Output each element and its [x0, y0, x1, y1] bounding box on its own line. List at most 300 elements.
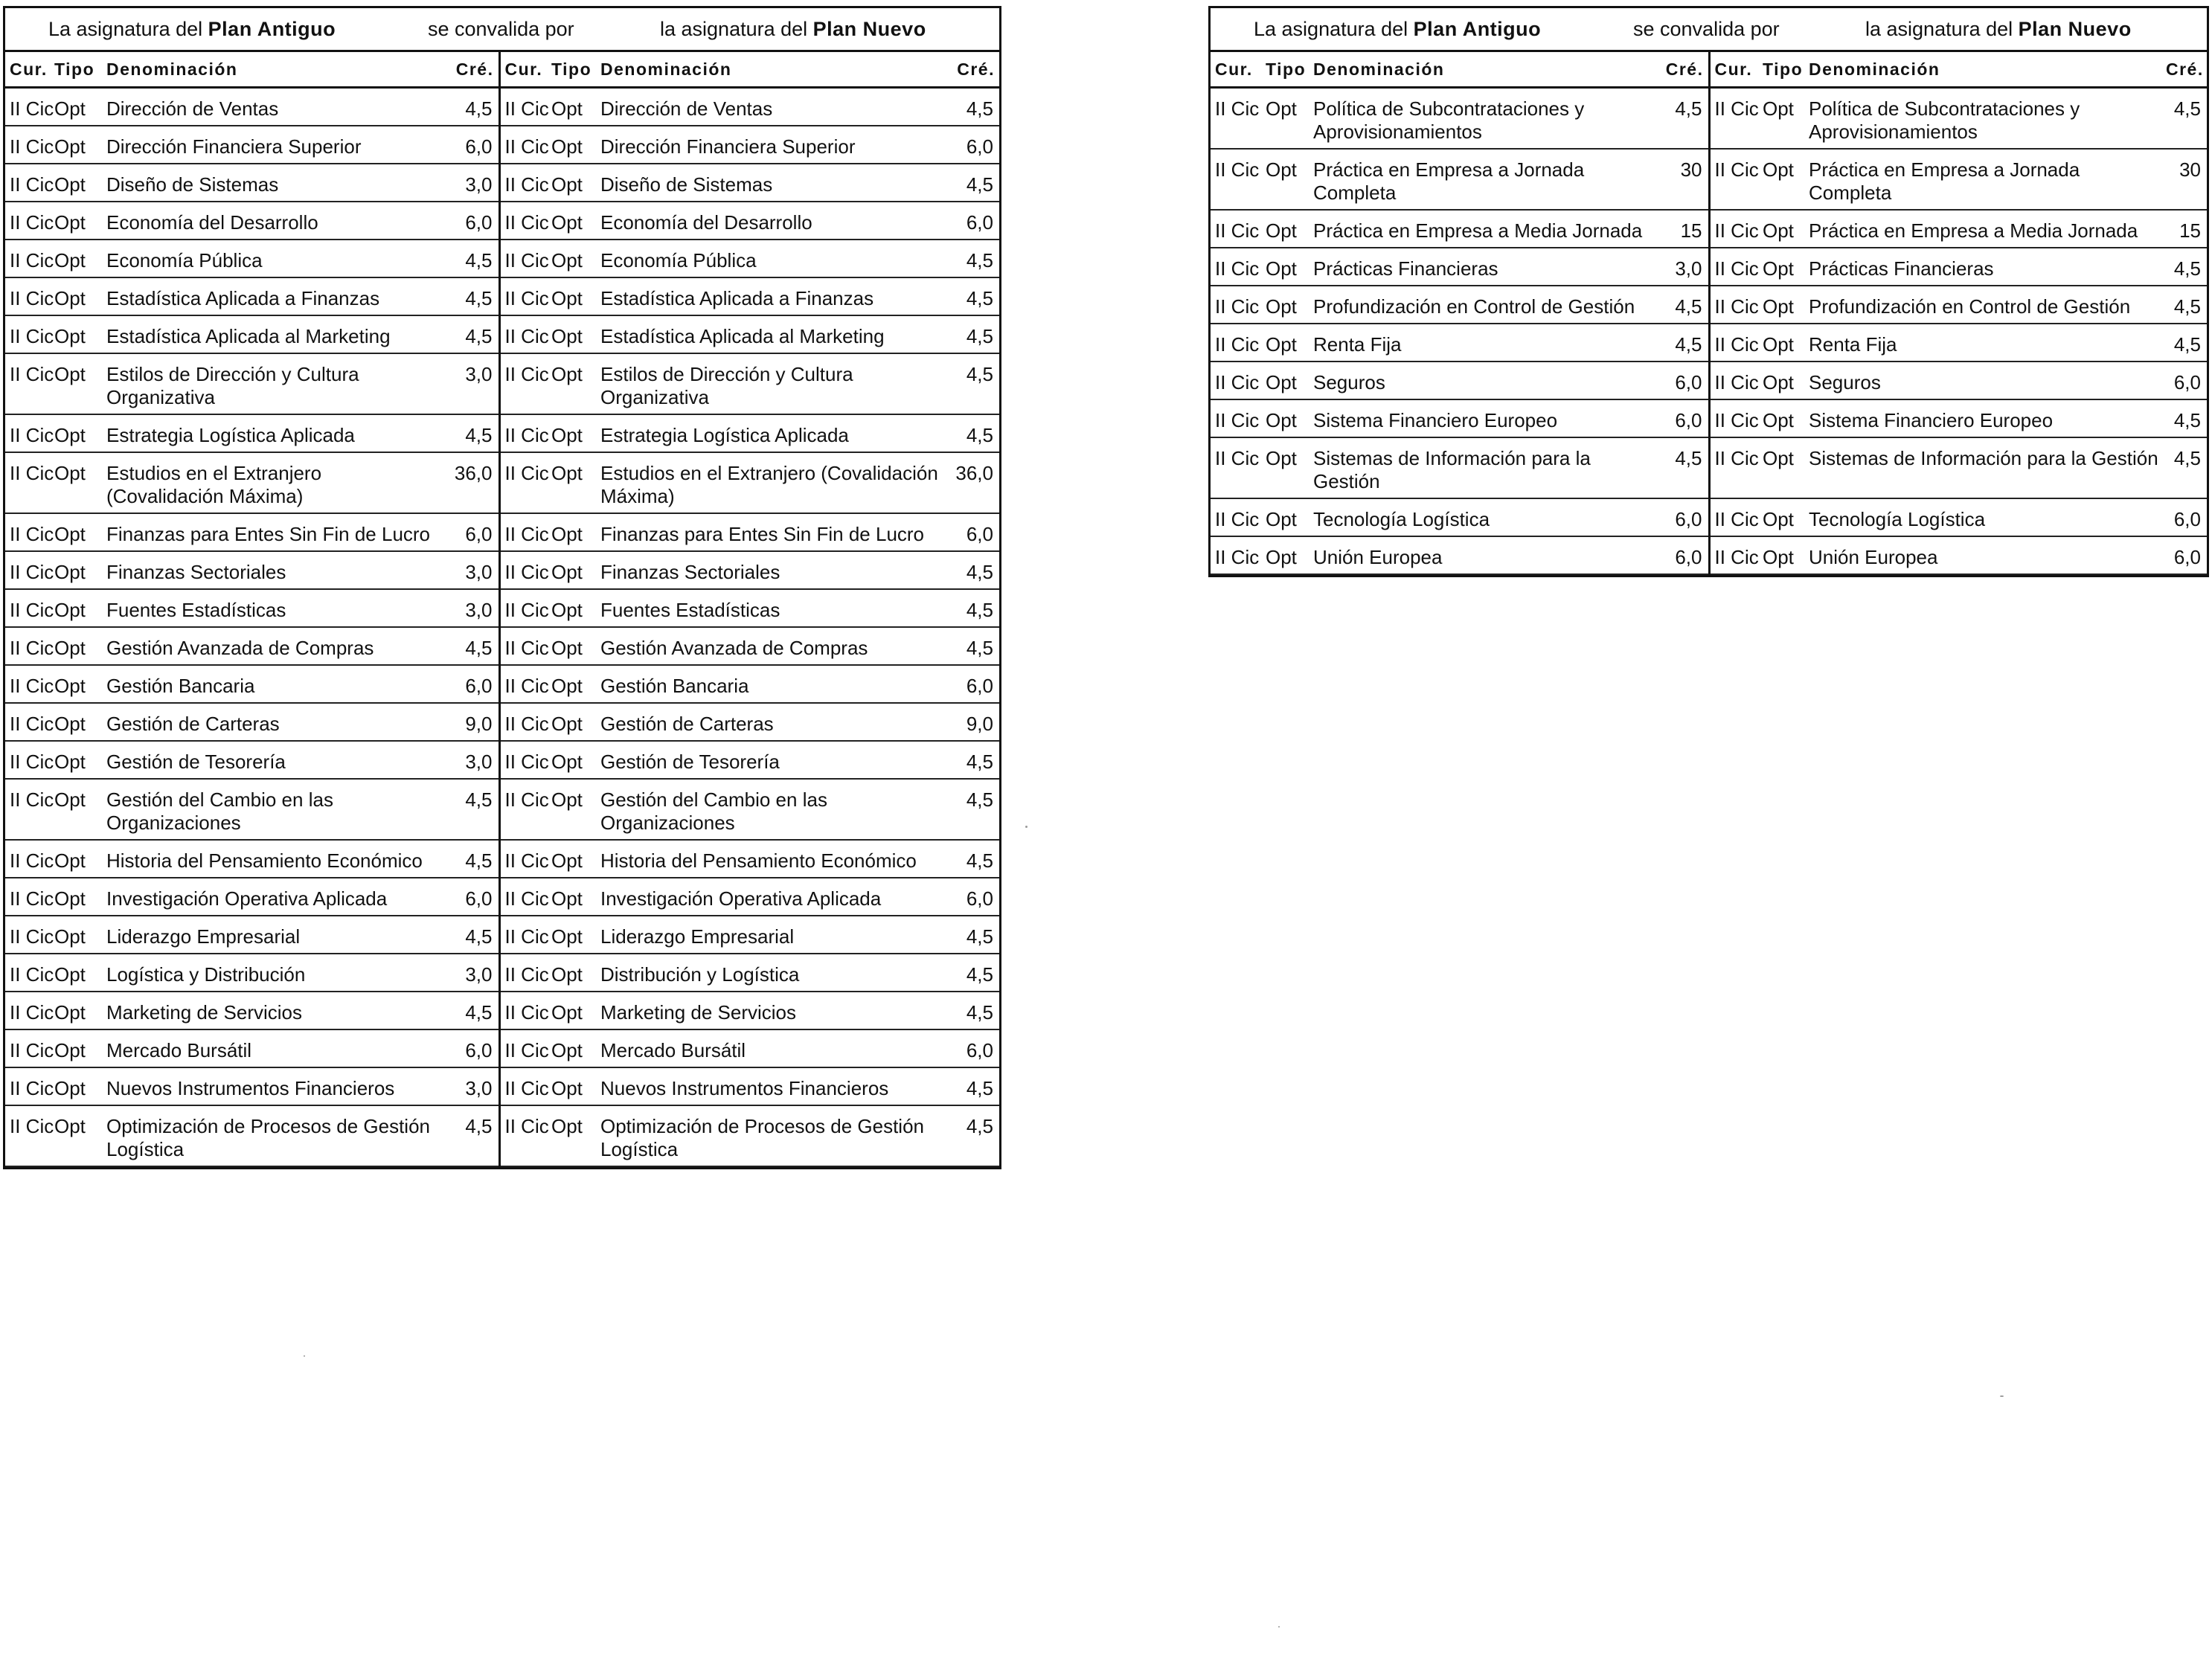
- new-denominacion-cell: Finanzas Sectoriales: [600, 551, 953, 589]
- table-row: [5, 164, 999, 202]
- old-creditos-cell: 6,0: [438, 878, 499, 916]
- old-cur-cell: II Cic: [5, 878, 54, 916]
- col-header-tipo: Tipo: [1763, 52, 1809, 88]
- table-row: [5, 202, 999, 240]
- new-creditos-cell: 30: [2166, 149, 2207, 210]
- new-creditos-cell: 4,5: [2166, 437, 2207, 498]
- new-tipo-cell: Opt: [551, 779, 600, 840]
- new-creditos-cell: 6,0: [953, 126, 999, 164]
- new-denominacion-cell: Mercado Bursátil: [600, 1029, 953, 1067]
- new-creditos-cell: 4,5: [953, 589, 999, 627]
- old-creditos-cell: 3,0: [438, 164, 499, 202]
- new-denominacion-cell: Prácticas Financieras: [1809, 248, 2166, 286]
- new-creditos-cell: 4,5: [953, 916, 999, 954]
- old-creditos-cell: 4,5: [1663, 88, 1709, 150]
- new-cur-cell: II Cic: [499, 452, 551, 513]
- new-cur-cell: II Cic: [499, 992, 551, 1029]
- old-tipo-cell: Opt: [54, 954, 106, 992]
- new-cur-cell: II Cic: [1709, 498, 1763, 536]
- title-plan-antiguo: La asignatura del Plan Antiguo: [48, 17, 336, 40]
- table-row: [5, 315, 999, 353]
- new-denominacion-cell: Estilos de Dirección y Cultura Organizativa: [600, 353, 953, 414]
- table-row: [5, 703, 999, 741]
- new-tipo-cell: Opt: [1763, 437, 1809, 498]
- old-denominacion-cell: Política de Subcontrataciones y Aprovisionamientos: [1313, 88, 1663, 150]
- new-tipo-cell: Opt: [551, 88, 600, 126]
- new-denominacion-cell: Práctica en Empresa a Jornada Completa: [1809, 149, 2166, 210]
- new-cur-cell: II Cic: [1709, 362, 1763, 399]
- new-cur-cell: II Cic: [1709, 324, 1763, 362]
- table-row: [1211, 536, 2207, 574]
- old-denominacion-cell: Dirección Financiera Superior: [106, 126, 438, 164]
- scan-speck: [2000, 1395, 2004, 1397]
- old-tipo-cell: Opt: [1266, 399, 1313, 437]
- new-tipo-cell: Opt: [551, 878, 600, 916]
- new-tipo-cell: Opt: [1763, 88, 1809, 150]
- old-tipo-cell: Opt: [1266, 498, 1313, 536]
- col-header-cur: Cur.: [1211, 52, 1266, 88]
- old-cur-cell: II Cic: [5, 513, 54, 551]
- new-denominacion-cell: Estrategia Logística Aplicada: [600, 414, 953, 452]
- old-tipo-cell: Opt: [54, 353, 106, 414]
- old-denominacion-cell: Dirección de Ventas: [106, 88, 438, 126]
- new-cur-cell: II Cic: [499, 741, 551, 779]
- table-row: [1211, 498, 2207, 536]
- old-tipo-cell: Opt: [54, 126, 106, 164]
- old-cur-cell: II Cic: [5, 315, 54, 353]
- old-cur-cell: II Cic: [1211, 399, 1266, 437]
- col-header-cre: Cré.: [2166, 52, 2207, 88]
- old-tipo-cell: Opt: [54, 277, 106, 315]
- old-creditos-cell: 15: [1663, 210, 1709, 248]
- new-creditos-cell: 4,5: [953, 277, 999, 315]
- new-creditos-cell: 6,0: [953, 665, 999, 703]
- old-denominacion-cell: Estilos de Dirección y Cultura Organizativa: [106, 353, 438, 414]
- new-denominacion-cell: Dirección de Ventas: [600, 88, 953, 126]
- new-creditos-cell: 4,5: [953, 315, 999, 353]
- old-denominacion-cell: Unión Europea: [1313, 536, 1663, 574]
- new-denominacion-cell: Fuentes Estadísticas: [600, 589, 953, 627]
- new-creditos-cell: 6,0: [953, 878, 999, 916]
- left-convalidation-table: [3, 6, 1001, 1169]
- old-denominacion-cell: Gestión de Carteras: [106, 703, 438, 741]
- old-tipo-cell: Opt: [54, 88, 106, 126]
- old-tipo-cell: Opt: [1266, 210, 1313, 248]
- old-denominacion-cell: Práctica en Empresa a Jornada Completa: [1313, 149, 1663, 210]
- old-denominacion-cell: Práctica en Empresa a Media Jornada: [1313, 210, 1663, 248]
- new-creditos-cell: 4,5: [2166, 324, 2207, 362]
- convalidation-grid: [5, 52, 999, 1167]
- old-creditos-cell: 6,0: [1663, 399, 1709, 437]
- table-title-row: [1211, 8, 2207, 52]
- old-creditos-cell: 3,0: [438, 353, 499, 414]
- new-denominacion-cell: Gestión de Carteras: [600, 703, 953, 741]
- new-denominacion-cell: Marketing de Servicios: [600, 992, 953, 1029]
- new-cur-cell: II Cic: [499, 315, 551, 353]
- new-tipo-cell: Opt: [551, 277, 600, 315]
- new-cur-cell: II Cic: [1709, 210, 1763, 248]
- old-tipo-cell: Opt: [54, 589, 106, 627]
- new-creditos-cell: 9,0: [953, 703, 999, 741]
- old-creditos-cell: 3,0: [438, 741, 499, 779]
- new-tipo-cell: Opt: [551, 627, 600, 665]
- new-denominacion-cell: Gestión Avanzada de Compras: [600, 627, 953, 665]
- right-convalidation-table: [1208, 6, 2209, 577]
- table-row: [1211, 149, 2207, 210]
- old-cur-cell: II Cic: [5, 840, 54, 878]
- title-plan-nuevo: la asignatura del Plan Nuevo: [1865, 17, 2132, 40]
- old-tipo-cell: Opt: [54, 741, 106, 779]
- table-row: [5, 741, 999, 779]
- new-cur-cell: II Cic: [499, 126, 551, 164]
- title-convalida: se convalida por: [428, 17, 574, 40]
- new-creditos-cell: 4,5: [2166, 286, 2207, 324]
- old-denominacion-cell: Optimización de Procesos de Gestión Logística: [106, 1105, 438, 1166]
- old-tipo-cell: Opt: [1266, 248, 1313, 286]
- new-tipo-cell: Opt: [551, 703, 600, 741]
- new-cur-cell: II Cic: [499, 840, 551, 878]
- old-cur-cell: II Cic: [1211, 286, 1266, 324]
- table-row: [5, 1067, 999, 1105]
- new-cur-cell: II Cic: [499, 202, 551, 240]
- new-tipo-cell: Opt: [551, 202, 600, 240]
- new-denominacion-cell: Política de Subcontrataciones y Aprovisionamientos: [1809, 88, 2166, 150]
- old-denominacion-cell: Gestión de Tesorería: [106, 741, 438, 779]
- title-plan-nuevo: la asignatura del Plan Nuevo: [660, 17, 926, 40]
- table-row: [5, 88, 999, 126]
- old-creditos-cell: 6,0: [438, 1029, 499, 1067]
- old-creditos-cell: 4,5: [438, 315, 499, 353]
- old-tipo-cell: Opt: [54, 240, 106, 277]
- new-cur-cell: II Cic: [499, 277, 551, 315]
- old-cur-cell: II Cic: [5, 240, 54, 277]
- old-creditos-cell: 6,0: [1663, 362, 1709, 399]
- old-denominacion-cell: Renta Fija: [1313, 324, 1663, 362]
- table-row: [1211, 210, 2207, 248]
- table-row: [1211, 362, 2207, 399]
- old-tipo-cell: Opt: [54, 703, 106, 741]
- old-creditos-cell: 4,5: [438, 627, 499, 665]
- old-tipo-cell: Opt: [54, 840, 106, 878]
- old-denominacion-cell: Mercado Bursátil: [106, 1029, 438, 1067]
- old-creditos-cell: 4,5: [438, 277, 499, 315]
- new-creditos-cell: 4,5: [2166, 248, 2207, 286]
- new-denominacion-cell: Diseño de Sistemas: [600, 164, 953, 202]
- old-denominacion-cell: Estadística Aplicada a Finanzas: [106, 277, 438, 315]
- table-row: [5, 452, 999, 513]
- old-tipo-cell: Opt: [54, 452, 106, 513]
- old-cur-cell: II Cic: [1211, 362, 1266, 399]
- new-creditos-cell: 36,0: [953, 452, 999, 513]
- new-denominacion-cell: Seguros: [1809, 362, 2166, 399]
- new-tipo-cell: Opt: [1763, 498, 1809, 536]
- new-creditos-cell: 6,0: [953, 202, 999, 240]
- scan-speck: [1278, 1626, 1280, 1628]
- old-cur-cell: II Cic: [1211, 248, 1266, 286]
- new-tipo-cell: Opt: [551, 1067, 600, 1105]
- col-header-cre: Cré.: [438, 52, 499, 88]
- right-table-body: [1211, 88, 2207, 575]
- old-denominacion-cell: Marketing de Servicios: [106, 992, 438, 1029]
- old-tipo-cell: Opt: [54, 315, 106, 353]
- new-creditos-cell: 4,5: [953, 741, 999, 779]
- old-cur-cell: II Cic: [5, 665, 54, 703]
- table-row: [1211, 286, 2207, 324]
- old-cur-cell: II Cic: [1211, 498, 1266, 536]
- table-row: [1211, 324, 2207, 362]
- old-tipo-cell: Opt: [1266, 149, 1313, 210]
- new-creditos-cell: 6,0: [953, 1029, 999, 1067]
- old-denominacion-cell: Estudios en el Extranjero (Covalidación Máxima): [106, 452, 438, 513]
- old-cur-cell: II Cic: [5, 627, 54, 665]
- col-header-cur: Cur.: [499, 52, 551, 88]
- col-header-tipo: Tipo: [54, 52, 106, 88]
- new-tipo-cell: Opt: [1763, 324, 1809, 362]
- old-cur-cell: II Cic: [5, 992, 54, 1029]
- new-creditos-cell: 15: [2166, 210, 2207, 248]
- new-tipo-cell: Opt: [551, 164, 600, 202]
- new-cur-cell: II Cic: [499, 954, 551, 992]
- old-tipo-cell: Opt: [1266, 362, 1313, 399]
- table-row: [1211, 437, 2207, 498]
- new-denominacion-cell: Práctica en Empresa a Media Jornada: [1809, 210, 2166, 248]
- new-tipo-cell: Opt: [1763, 210, 1809, 248]
- new-creditos-cell: 4,5: [2166, 399, 2207, 437]
- new-tipo-cell: Opt: [551, 840, 600, 878]
- new-cur-cell: II Cic: [1709, 286, 1763, 324]
- new-creditos-cell: 4,5: [953, 779, 999, 840]
- old-creditos-cell: 4,5: [438, 240, 499, 277]
- new-cur-cell: II Cic: [1709, 149, 1763, 210]
- table-row: [5, 551, 999, 589]
- new-tipo-cell: Opt: [551, 665, 600, 703]
- new-cur-cell: II Cic: [499, 1105, 551, 1166]
- old-denominacion-cell: Finanzas Sectoriales: [106, 551, 438, 589]
- new-cur-cell: II Cic: [499, 1067, 551, 1105]
- col-header-cur: Cur.: [5, 52, 54, 88]
- old-cur-cell: II Cic: [5, 1029, 54, 1067]
- old-denominacion-cell: Economía del Desarrollo: [106, 202, 438, 240]
- old-cur-cell: II Cic: [5, 353, 54, 414]
- old-creditos-cell: 4,5: [438, 88, 499, 126]
- old-cur-cell: II Cic: [1211, 536, 1266, 574]
- old-tipo-cell: Opt: [54, 551, 106, 589]
- old-creditos-cell: 4,5: [1663, 324, 1709, 362]
- new-creditos-cell: 4,5: [953, 88, 999, 126]
- old-tipo-cell: Opt: [54, 916, 106, 954]
- old-denominacion-cell: Liderazgo Empresarial: [106, 916, 438, 954]
- new-denominacion-cell: Liderazgo Empresarial: [600, 916, 953, 954]
- new-tipo-cell: Opt: [551, 1105, 600, 1166]
- table-row: [5, 240, 999, 277]
- table-row: [5, 126, 999, 164]
- new-cur-cell: II Cic: [499, 513, 551, 551]
- old-tipo-cell: Opt: [54, 1067, 106, 1105]
- new-tipo-cell: Opt: [1763, 286, 1809, 324]
- new-cur-cell: II Cic: [499, 627, 551, 665]
- old-tipo-cell: Opt: [54, 779, 106, 840]
- new-denominacion-cell: Distribución y Logística: [600, 954, 953, 992]
- old-creditos-cell: 3,0: [438, 551, 499, 589]
- old-tipo-cell: Opt: [54, 1105, 106, 1166]
- new-tipo-cell: Opt: [551, 126, 600, 164]
- col-header-denominacion: Denominación: [106, 52, 438, 88]
- new-denominacion-cell: Economía del Desarrollo: [600, 202, 953, 240]
- old-creditos-cell: 3,0: [438, 954, 499, 992]
- old-creditos-cell: 6,0: [438, 665, 499, 703]
- old-cur-cell: II Cic: [5, 88, 54, 126]
- new-cur-cell: II Cic: [499, 665, 551, 703]
- new-cur-cell: II Cic: [1709, 88, 1763, 150]
- old-cur-cell: II Cic: [5, 916, 54, 954]
- col-header-cre: Cré.: [953, 52, 999, 88]
- old-cur-cell: II Cic: [5, 589, 54, 627]
- new-creditos-cell: 4,5: [953, 240, 999, 277]
- left-table-body: [5, 88, 999, 1167]
- new-creditos-cell: 6,0: [953, 513, 999, 551]
- new-cur-cell: II Cic: [499, 164, 551, 202]
- old-denominacion-cell: Nuevos Instrumentos Financieros: [106, 1067, 438, 1105]
- convalidation-grid: [1211, 52, 2207, 575]
- new-tipo-cell: Opt: [551, 315, 600, 353]
- old-cur-cell: II Cic: [1211, 88, 1266, 150]
- new-denominacion-cell: Sistema Financiero Europeo: [1809, 399, 2166, 437]
- table-row: [5, 353, 999, 414]
- new-tipo-cell: Opt: [551, 1029, 600, 1067]
- new-creditos-cell: 4,5: [953, 414, 999, 452]
- title-convalida: se convalida por: [1633, 17, 1780, 40]
- column-header-row: [5, 52, 999, 88]
- new-cur-cell: II Cic: [499, 414, 551, 452]
- new-cur-cell: II Cic: [1709, 437, 1763, 498]
- new-cur-cell: II Cic: [499, 240, 551, 277]
- new-denominacion-cell: Sistemas de Información para la Gestión: [1809, 437, 2166, 498]
- new-tipo-cell: Opt: [551, 741, 600, 779]
- old-creditos-cell: 36,0: [438, 452, 499, 513]
- new-denominacion-cell: Renta Fija: [1809, 324, 2166, 362]
- old-denominacion-cell: Gestión del Cambio en las Organizaciones: [106, 779, 438, 840]
- new-creditos-cell: 4,5: [953, 840, 999, 878]
- table-row: [1211, 88, 2207, 150]
- table-row: [1211, 399, 2207, 437]
- new-creditos-cell: 4,5: [953, 1105, 999, 1166]
- new-denominacion-cell: Gestión del Cambio en las Organizaciones: [600, 779, 953, 840]
- new-creditos-cell: 4,5: [2166, 88, 2207, 150]
- old-tipo-cell: Opt: [54, 627, 106, 665]
- new-cur-cell: II Cic: [499, 551, 551, 589]
- table-row: [5, 513, 999, 551]
- table-row: [5, 1029, 999, 1067]
- old-cur-cell: II Cic: [5, 779, 54, 840]
- old-cur-cell: II Cic: [1211, 210, 1266, 248]
- new-denominacion-cell: Gestión Bancaria: [600, 665, 953, 703]
- old-cur-cell: II Cic: [5, 1067, 54, 1105]
- old-tipo-cell: Opt: [1266, 437, 1313, 498]
- table-row: [5, 665, 999, 703]
- old-creditos-cell: 6,0: [438, 126, 499, 164]
- new-denominacion-cell: Unión Europea: [1809, 536, 2166, 574]
- new-denominacion-cell: Historia del Pensamiento Económico: [600, 840, 953, 878]
- old-creditos-cell: 3,0: [1663, 248, 1709, 286]
- old-tipo-cell: Opt: [1266, 88, 1313, 150]
- old-creditos-cell: 4,5: [438, 992, 499, 1029]
- old-creditos-cell: 4,5: [438, 414, 499, 452]
- column-header-row: [1211, 52, 2207, 88]
- col-header-tipo: Tipo: [551, 52, 600, 88]
- old-creditos-cell: 4,5: [438, 779, 499, 840]
- old-denominacion-cell: Gestión Bancaria: [106, 665, 438, 703]
- old-creditos-cell: 4,5: [1663, 286, 1709, 324]
- new-denominacion-cell: Dirección Financiera Superior: [600, 126, 953, 164]
- new-tipo-cell: Opt: [1763, 536, 1809, 574]
- new-tipo-cell: Opt: [1763, 399, 1809, 437]
- new-tipo-cell: Opt: [551, 353, 600, 414]
- scan-speck: [1025, 826, 1028, 828]
- old-denominacion-cell: Gestión Avanzada de Compras: [106, 627, 438, 665]
- new-denominacion-cell: Estadística Aplicada a Finanzas: [600, 277, 953, 315]
- old-denominacion-cell: Prácticas Financieras: [1313, 248, 1663, 286]
- old-tipo-cell: Opt: [54, 414, 106, 452]
- col-header-cur: Cur.: [1709, 52, 1763, 88]
- new-tipo-cell: Opt: [551, 992, 600, 1029]
- table-row: [5, 916, 999, 954]
- old-denominacion-cell: Logística y Distribución: [106, 954, 438, 992]
- new-creditos-cell: 6,0: [2166, 362, 2207, 399]
- table-row: [5, 589, 999, 627]
- new-creditos-cell: 6,0: [2166, 498, 2207, 536]
- new-creditos-cell: 4,5: [953, 954, 999, 992]
- old-creditos-cell: 30: [1663, 149, 1709, 210]
- old-denominacion-cell: Seguros: [1313, 362, 1663, 399]
- new-creditos-cell: 4,5: [953, 164, 999, 202]
- new-tipo-cell: Opt: [551, 414, 600, 452]
- new-creditos-cell: 4,5: [953, 1067, 999, 1105]
- old-tipo-cell: Opt: [54, 202, 106, 240]
- old-creditos-cell: 4,5: [438, 916, 499, 954]
- new-creditos-cell: 4,5: [953, 551, 999, 589]
- old-tipo-cell: Opt: [54, 164, 106, 202]
- old-cur-cell: II Cic: [5, 452, 54, 513]
- new-cur-cell: II Cic: [499, 88, 551, 126]
- new-tipo-cell: Opt: [551, 589, 600, 627]
- old-cur-cell: II Cic: [1211, 324, 1266, 362]
- title-plan-antiguo: La asignatura del Plan Antiguo: [1254, 17, 1542, 40]
- old-creditos-cell: 6,0: [1663, 536, 1709, 574]
- table-row: [5, 954, 999, 992]
- old-tipo-cell: Opt: [1266, 324, 1313, 362]
- new-tipo-cell: Opt: [551, 240, 600, 277]
- old-creditos-cell: 4,5: [1663, 437, 1709, 498]
- old-tipo-cell: Opt: [54, 665, 106, 703]
- table-row: [5, 779, 999, 840]
- old-cur-cell: II Cic: [1211, 149, 1266, 210]
- old-cur-cell: II Cic: [5, 954, 54, 992]
- table-row: [5, 840, 999, 878]
- old-cur-cell: II Cic: [5, 126, 54, 164]
- table-row: [5, 992, 999, 1029]
- old-cur-cell: II Cic: [5, 703, 54, 741]
- old-creditos-cell: 6,0: [438, 202, 499, 240]
- new-denominacion-cell: Estudios en el Extranjero (Covalidación Máxima): [600, 452, 953, 513]
- old-denominacion-cell: Estrategia Logística Aplicada: [106, 414, 438, 452]
- old-cur-cell: II Cic: [5, 277, 54, 315]
- old-denominacion-cell: Fuentes Estadísticas: [106, 589, 438, 627]
- new-denominacion-cell: Nuevos Instrumentos Financieros: [600, 1067, 953, 1105]
- new-denominacion-cell: Gestión de Tesorería: [600, 741, 953, 779]
- col-header-denominacion: Denominación: [1809, 52, 2166, 88]
- old-creditos-cell: 9,0: [438, 703, 499, 741]
- new-creditos-cell: 4,5: [953, 353, 999, 414]
